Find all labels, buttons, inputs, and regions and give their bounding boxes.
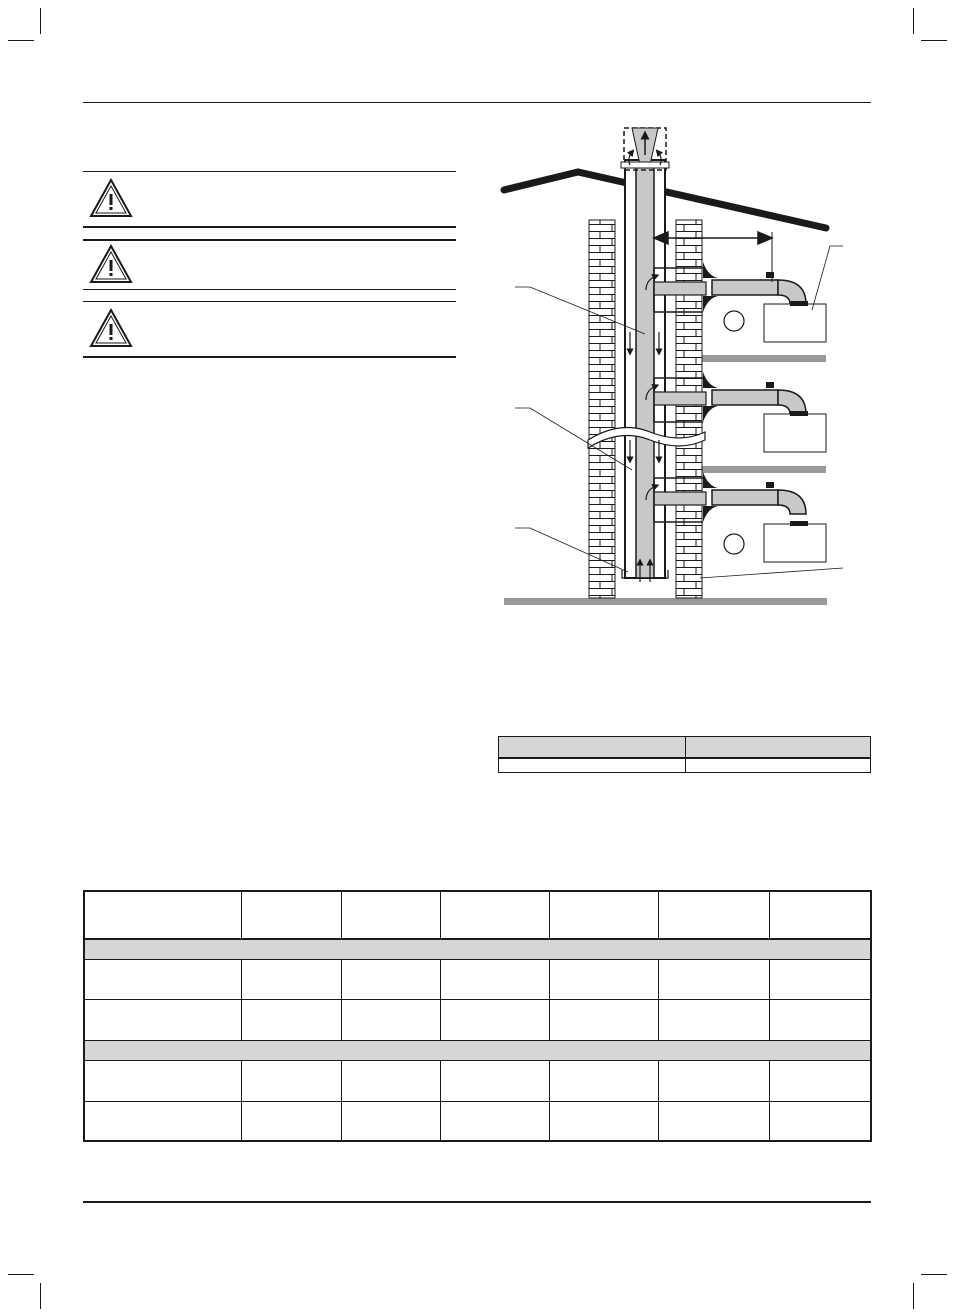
main-table-cell [550,1101,659,1141]
footer-rule [83,1201,871,1203]
table-row [84,1101,871,1141]
main-table-cell [659,1060,770,1101]
main-table-cell [84,999,242,1040]
main-table-cell [84,959,242,999]
crop-mark-bottom-right-v [913,1283,914,1309]
floor-slab-2 [702,466,826,473]
main-table-section-row [84,939,871,959]
ground-slab [504,598,827,605]
main-table-cell [342,959,441,999]
crop-mark-top-left-h [8,40,34,41]
main-table-section-label [84,1040,871,1060]
main-table-header-cell [342,891,441,939]
main-table-cell [770,1060,872,1101]
small-table-header [499,737,871,758]
marker-circle-1 [724,311,744,331]
inner-flue-pipe [636,165,654,578]
main-table-section-label [84,939,871,959]
main-table-cell [770,999,872,1040]
small-table [498,736,871,773]
main-table-header-cell [770,891,872,939]
main-table-cell [242,1101,342,1141]
brick-wall-right [676,220,702,598]
main-table-cell [659,1101,770,1141]
main-table-cell [770,959,872,999]
main-table-cell [342,1060,441,1101]
main-table-cell [441,1101,550,1141]
warning-block-3 [83,301,456,358]
table-row [84,1060,871,1101]
main-table-cell [659,999,770,1040]
main-table-header [84,891,871,939]
main-table-cell [242,1060,342,1101]
crop-mark-bottom-left-h [8,1274,34,1275]
small-table-header-cell [499,737,686,758]
main-table-cell [441,959,550,999]
main-table-header-cell [659,891,770,939]
crop-mark-bottom-left-v [40,1283,41,1309]
brick-wall-left [589,220,615,598]
warning-triangle-icon [89,178,133,218]
main-table-cell [659,959,770,999]
header-rule [83,102,871,103]
floor-slab-1 [702,355,826,362]
main-table-header-cell [441,891,550,939]
small-table-header-cell [686,737,871,758]
main-table-cell [550,959,659,999]
main-table-cell [342,999,441,1040]
crop-mark-top-right-v [913,8,914,34]
main-table [83,890,872,1142]
main-table-cell [441,1060,550,1101]
crop-mark-bottom-right-h [921,1274,947,1275]
main-table-header-cell [550,891,659,939]
table-row [84,959,871,999]
table-row [84,999,871,1040]
crop-mark-top-right-h [921,40,947,41]
main-table-cell [770,1101,872,1141]
main-table-cell [242,959,342,999]
main-table-cell [242,999,342,1040]
main-table-cell [342,1101,441,1141]
main-table-section-row [84,1040,871,1060]
main-table-cell [84,1101,242,1141]
main-table-header-cell [242,891,342,939]
warning-triangle-icon [89,244,133,284]
main-table-cell [550,1060,659,1101]
dimension-arrow [654,232,772,282]
marker-circle-2 [724,534,744,554]
warning-block-2 [83,239,456,290]
main-table-cell [550,999,659,1040]
main-table-header-cell [84,891,242,939]
warning-block-1 [83,171,456,228]
warning-triangle-icon [89,308,133,348]
table-row [499,758,871,773]
main-table-cell [84,1060,242,1101]
crop-mark-top-left-v [40,8,41,34]
flue-system-diagram [500,125,850,615]
main-table-cell [441,999,550,1040]
small-table-cell [686,758,871,773]
small-table-cell [499,758,686,773]
